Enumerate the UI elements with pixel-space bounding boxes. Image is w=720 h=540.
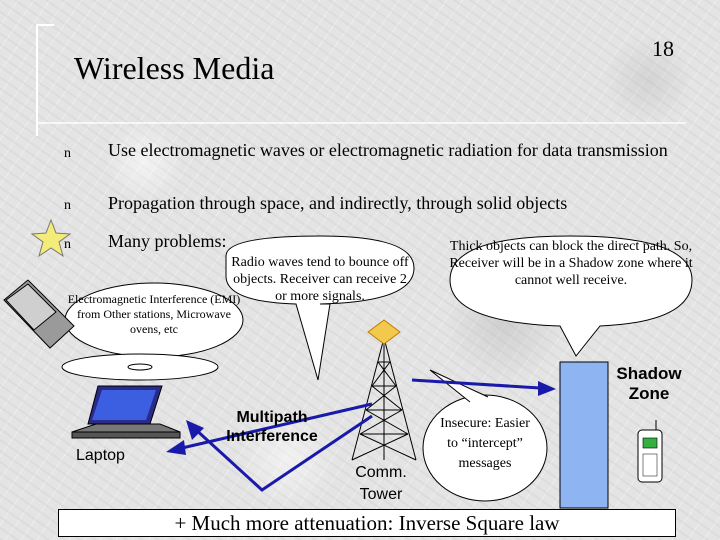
laptop-label: Laptop: [76, 447, 125, 464]
bullet-text: Many problems:: [108, 231, 227, 251]
slide-title: Wireless Media: [74, 50, 275, 86]
shadow-callout-text: Thick objects can block the direct path. So, Receiver will be in a Shadow zone where it cannot well receive.: [449, 239, 693, 288]
tower-label: Comm. Tower: [355, 464, 407, 503]
star-icon: [32, 220, 70, 256]
bullet-marker: n: [64, 237, 71, 252]
bullet-text: Propagation through space, and indirectly, through solid objects: [108, 193, 568, 213]
emi-callout-text: Electromagnetic Interference (EMI) from Other stations, Microwave ovens, etc: [67, 292, 241, 336]
tower-icon: [352, 320, 416, 460]
bullet-text: Use electromagnetic waves or electromagnetic radiation for data transmission: [108, 140, 668, 160]
multipath-callout-text: Radio waves tend to bounce off objects. Receiver can receive 2 or more signals.: [231, 255, 409, 304]
insecure-callout-text: Insecure: Easier to “intercept” messages: [440, 416, 530, 471]
microwave-icon: [62, 354, 218, 380]
attenuation-note: + Much more attenuation: Inverse Square law: [58, 509, 676, 537]
obstacle-wall: [560, 362, 608, 508]
bullet-marker: n: [64, 198, 71, 213]
shadow-zone-label: Shadow Zone: [616, 364, 682, 403]
cellphone-icon: [638, 420, 662, 482]
slide-number: 18: [652, 36, 674, 61]
multipath-label: Multipath Interference: [226, 409, 318, 445]
bullet-marker: n: [64, 146, 71, 161]
laptop-small-icon: [4, 280, 74, 348]
laptop-icon: [72, 386, 180, 438]
